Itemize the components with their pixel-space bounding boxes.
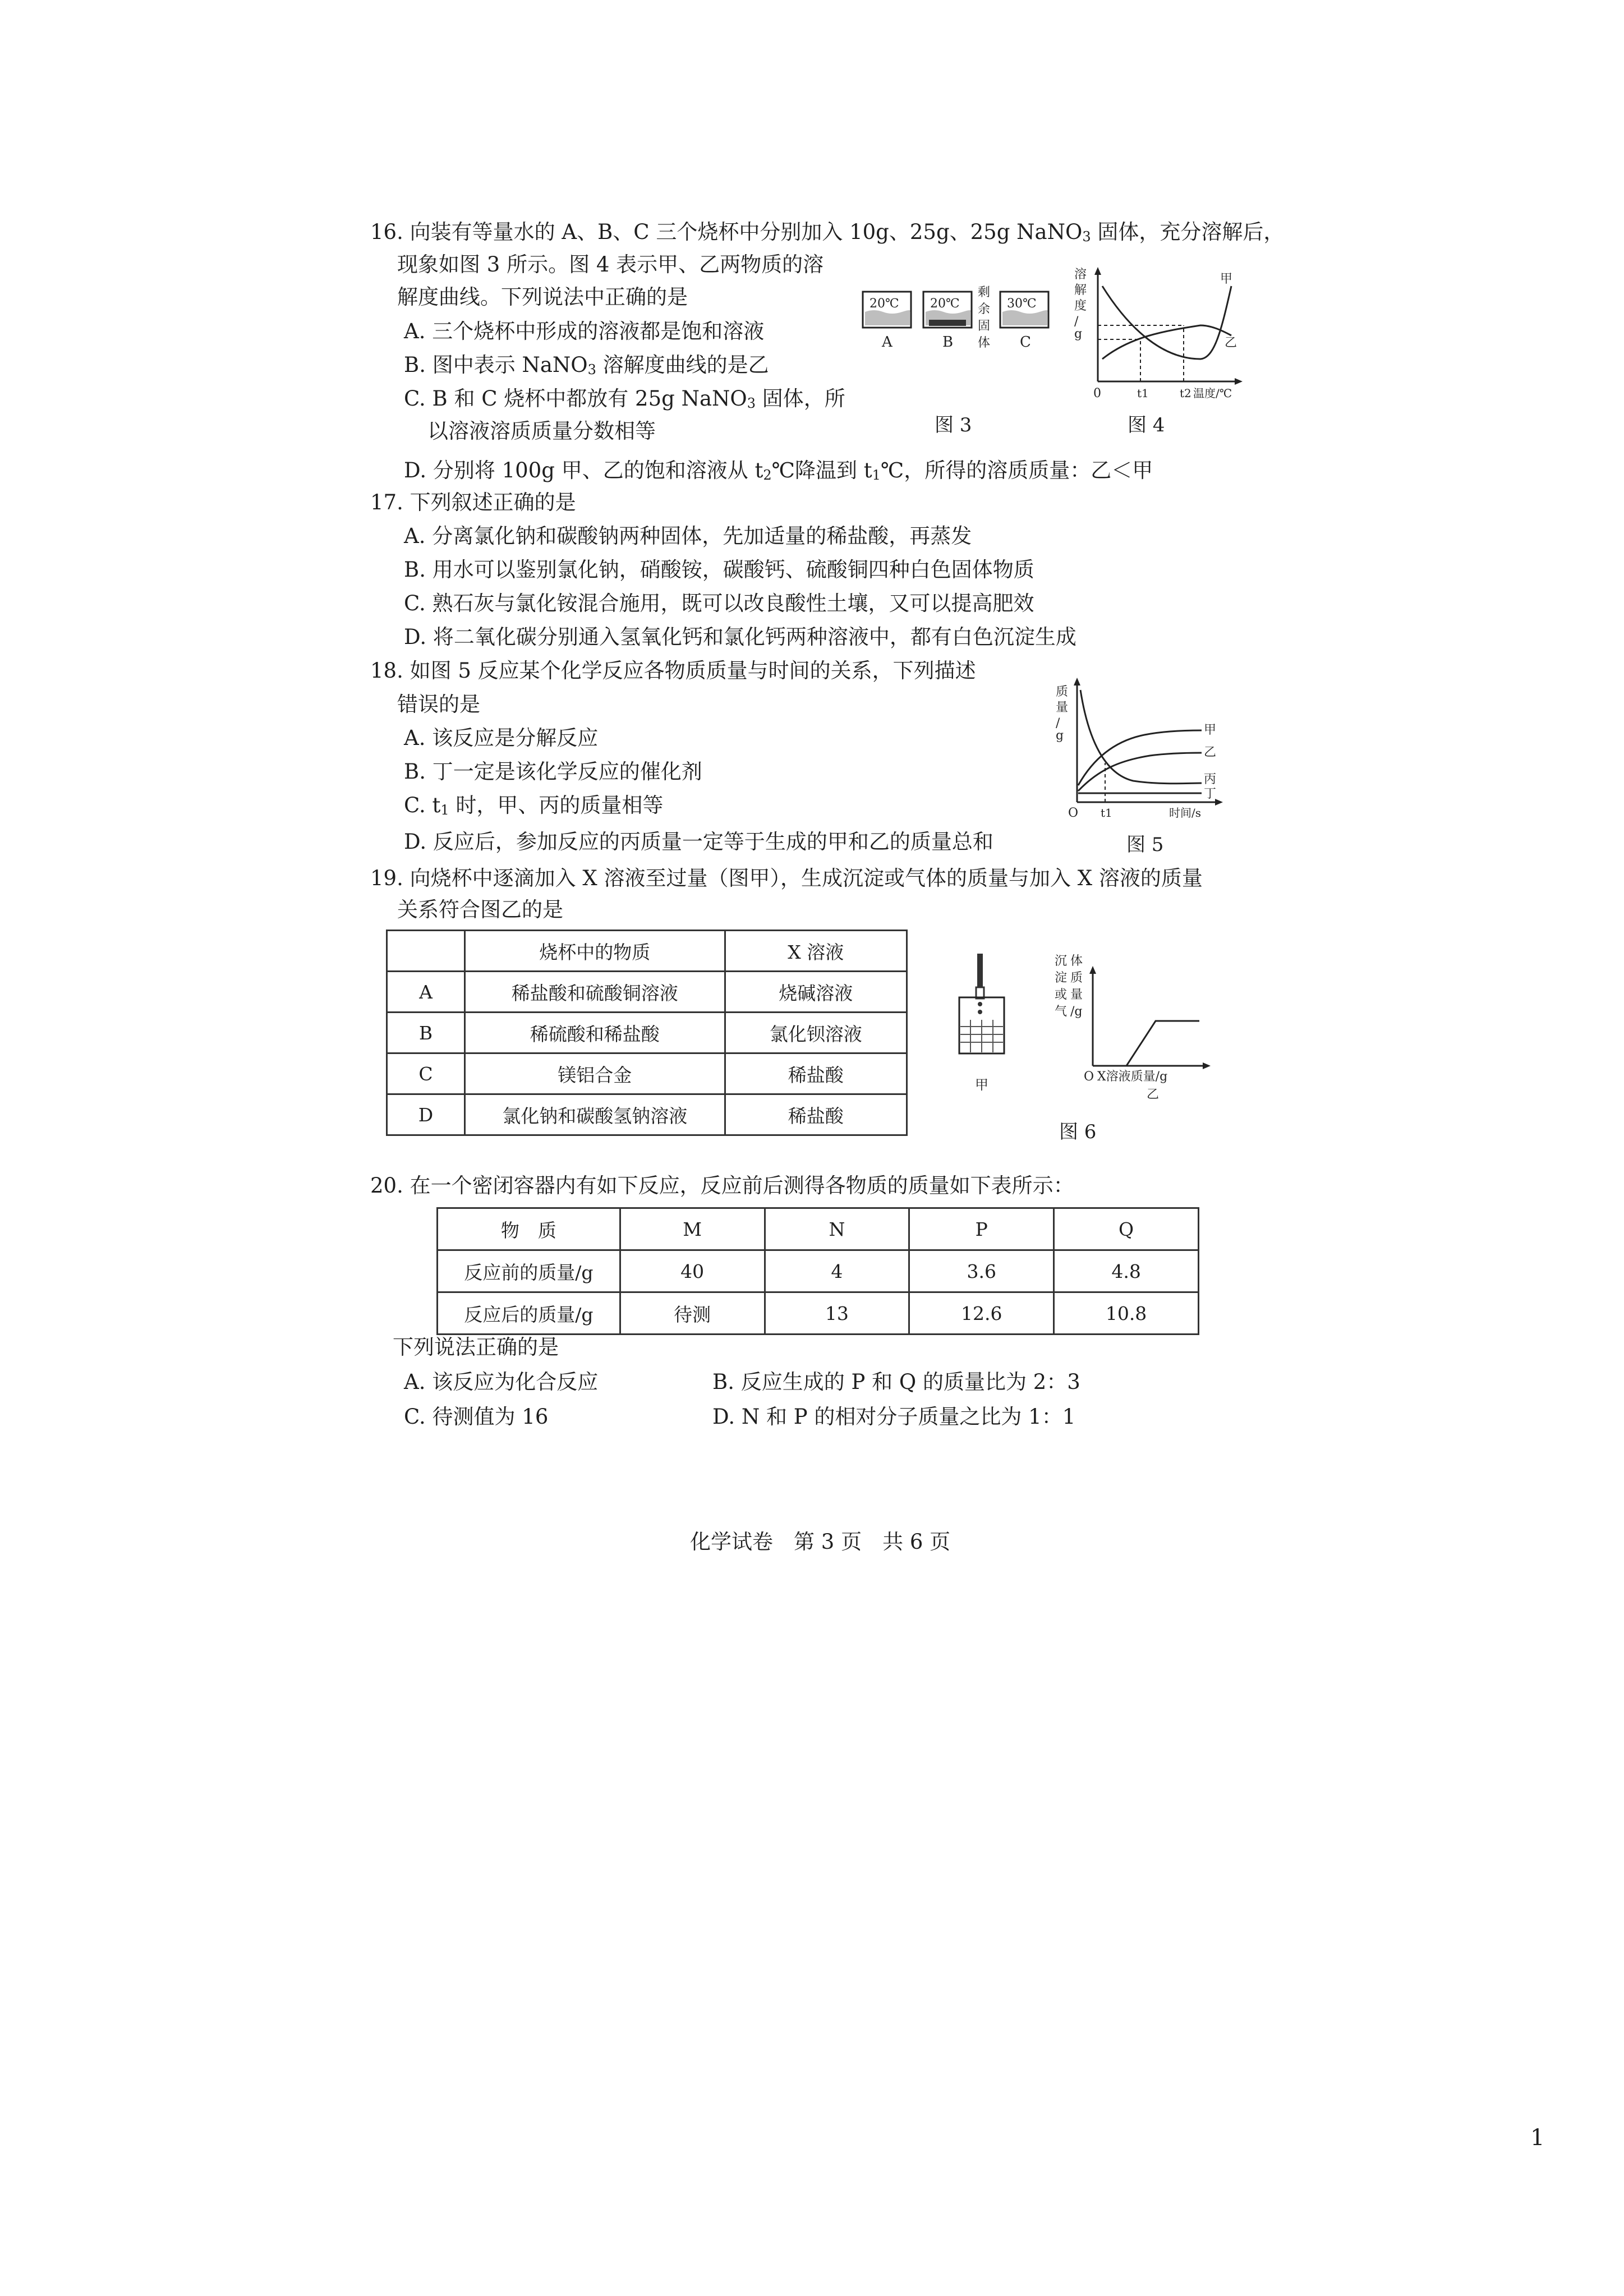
beaker-a-label: A: [882, 334, 892, 351]
svg-text:/g: /g: [1070, 1005, 1083, 1019]
fig4-tick-t1: t1: [1137, 386, 1149, 400]
beaker-b: [923, 292, 972, 351]
table-row: [387, 1013, 907, 1053]
table-cell: 12.6: [909, 1292, 1054, 1335]
page-number: 1: [1530, 2125, 1545, 2151]
q16-option-c-line2: 以溶液溶质质量分数相等: [427, 419, 656, 443]
table-row: [438, 1292, 1199, 1335]
table-header-cell: 物 质: [438, 1208, 620, 1250]
fig6-label-jia: 甲: [975, 1077, 988, 1093]
fig6-curve: [1093, 1021, 1199, 1066]
svg-text:溶: 溶: [1074, 268, 1087, 282]
table-header-cell: [387, 931, 465, 972]
fig5-tick-t1: t1: [1101, 806, 1112, 819]
beaker-c: [1000, 292, 1048, 351]
q18-option-b: B. 丁一定是该化学反应的催化剂: [404, 760, 702, 784]
q20-table-header: [438, 1208, 1199, 1250]
svg-text:体: 体: [1070, 954, 1083, 968]
beaker-c-temp: 30℃: [1007, 297, 1037, 311]
table-cell: 稀盐酸: [725, 1094, 907, 1135]
q16-option-a: A. 三个烧杯中形成的溶液都是饱和溶液: [404, 319, 765, 343]
q16-stem-line1: 16. 向装有等量水的 A、B、C 三个烧杯中分别加入 10g、25g、25g NaNO3 固体，充分溶解后，: [370, 220, 1285, 245]
fig4-origin: 0: [1093, 386, 1101, 401]
table-cell: 稀盐酸和硫酸铜溶液: [465, 972, 725, 1013]
svg-text:g: g: [1074, 327, 1083, 341]
figure-6-dropper-beaker: [954, 948, 1027, 1107]
fig5-label-bing: 丙: [1204, 772, 1217, 786]
q20-table: [436, 1207, 1199, 1335]
q16-stem-line3: 解度曲线。下列说法中正确的是: [397, 285, 688, 309]
fig5-xlabel: 时间/s: [1169, 806, 1202, 819]
beaker-a: [863, 292, 911, 351]
q16-option-b: B. 图中表示 NaNO3 溶解度曲线的是乙: [404, 353, 769, 378]
table-header-cell: X 溶液: [725, 931, 907, 972]
svg-text:体: 体: [978, 336, 991, 350]
fig6-label-yi: 乙: [1147, 1088, 1160, 1102]
q18-option-a: A. 该反应是分解反应: [404, 726, 599, 750]
q18-option-c: C. t1 时，甲、丙的质量相等: [404, 793, 664, 818]
q17-option-b: B. 用水可以鉴别氯化钠，硝酸铵，碳酸钙、硫酸铜四种白色固体物质: [404, 558, 1034, 582]
q19-stem-line2: 关系符合图乙的是: [397, 898, 563, 922]
svg-text:淀: 淀: [1055, 971, 1068, 985]
q20-option-a: A. 该反应为化合反应: [404, 1370, 599, 1394]
svg-text:量: 量: [1056, 701, 1069, 715]
figure-5-mass-time-chart: [1049, 673, 1234, 821]
fig5-origin: O: [1068, 806, 1079, 819]
fig5-label-ding: 丁: [1204, 787, 1217, 801]
table-cell: C: [387, 1053, 465, 1094]
fig5-curve-bing: [1080, 690, 1202, 784]
q16-option-c-line1: C. B 和 C 烧杯中都放有 25g NaNO3 固体，所: [404, 386, 845, 411]
table-cell: 13: [765, 1292, 909, 1335]
table-cell: 反应后的质量/g: [438, 1292, 620, 1335]
q20-option-b: B. 反应生成的 P 和 Q 的质量比为 2：3: [712, 1370, 1080, 1394]
q16-option-d: D. 分别将 100g 甲、乙的饱和溶液从 t2℃降温到 t1℃，所得的溶质质量：乙＜甲: [404, 458, 1153, 483]
table-cell: 反应前的质量/g: [438, 1250, 620, 1292]
table-cell: 稀硫酸和稀盐酸: [465, 1013, 725, 1053]
table-cell: 烧碱溶液: [725, 972, 907, 1013]
svg-text:质: 质: [1056, 685, 1069, 699]
table-cell: 3.6: [909, 1250, 1054, 1292]
svg-text:气: 气: [1055, 1005, 1068, 1019]
table-cell: 4: [765, 1250, 909, 1292]
q18-stem-line1: 18. 如图 5 反应某个化学反应各物质质量与时间的关系，下列描述: [370, 659, 976, 683]
svg-text:或: 或: [1055, 988, 1068, 1002]
svg-text:度: 度: [1074, 299, 1087, 313]
table-header-cell: M: [620, 1208, 765, 1250]
beaker-c-label: C: [1020, 334, 1031, 351]
q17-option-d: D. 将二氧化碳分别通入氢氧化钙和氯化钙两种溶液中，都有白色沉淀生成: [404, 625, 1076, 649]
q17-option-c: C. 熟石灰与氯化铵混合施用，既可以改良酸性土壤，又可以提高肥效: [404, 591, 1034, 615]
svg-text:固: 固: [978, 319, 991, 333]
table-cell: D: [387, 1094, 465, 1135]
table-header-cell: N: [765, 1208, 909, 1250]
page-footer: 化学试卷 第 3 页 共 6 页: [690, 1530, 951, 1554]
fig4-curve-jia: [1102, 286, 1231, 359]
fig5-label-jia: 甲: [1204, 723, 1217, 737]
table-cell: A: [387, 972, 465, 1013]
figure-6-graph: [1048, 948, 1233, 1107]
q19-stem-line1: 19. 向烧杯中逐滴加入 X 溶液至过量（图甲），生成沉淀或气体的质量与加入 X 溶液的质量: [370, 866, 1203, 890]
q20-option-d: D. N 和 P 的相对分子质量之比为 1：1: [712, 1405, 1076, 1429]
table-header-cell: P: [909, 1208, 1054, 1250]
beaker-b-temp: 20℃: [930, 297, 960, 311]
table-cell: 氯化钠和碳酸氢钠溶液: [465, 1094, 725, 1135]
q17-option-a: A. 分离氯化钠和碳酸钠两种固体，先加适量的稀盐酸，再蒸发: [404, 524, 972, 548]
table-cell: 待测: [620, 1292, 765, 1335]
svg-text:量: 量: [1070, 988, 1083, 1002]
table-row: [387, 972, 907, 1013]
fig5-curve-yi: [1078, 753, 1202, 791]
table-row: [387, 1053, 907, 1094]
q19-table: [386, 930, 908, 1136]
svg-text:余: 余: [978, 302, 991, 316]
fig4-label-yi: 乙: [1225, 336, 1237, 350]
svg-text:g: g: [1056, 729, 1064, 743]
fig4-label-jia: 甲: [1220, 272, 1233, 286]
svg-text:沉: 沉: [1055, 954, 1068, 968]
fig4-xlabel: 温度/℃: [1193, 386, 1232, 400]
q17-stem: 17. 下列叙述正确的是: [370, 490, 576, 514]
table-cell: 10.8: [1054, 1292, 1199, 1335]
fig4-curve-yi: [1102, 325, 1231, 359]
table-cell: 镁铝合金: [465, 1053, 725, 1094]
table-cell: 4.8: [1054, 1250, 1199, 1292]
table-header-cell: 烧杯中的物质: [465, 931, 725, 972]
q20-lead: 下列说法正确的是: [393, 1335, 559, 1359]
q20-option-c: C. 待测值为 16: [404, 1405, 549, 1429]
figure-3-caption: 图 3: [935, 414, 972, 436]
beaker-b-label: B: [942, 334, 954, 351]
svg-text:/: /: [1056, 716, 1060, 730]
fig4-tick-t2: t2: [1180, 386, 1191, 400]
svg-text:剩: 剩: [978, 286, 991, 300]
svg-text:解: 解: [1074, 283, 1087, 297]
beaker-a-temp: 20℃: [869, 297, 899, 311]
q18-stem-line2: 错误的是: [397, 692, 480, 716]
table-cell: 稀盐酸: [725, 1053, 907, 1094]
q19-table-header: [387, 931, 907, 972]
q18-option-d: D. 反应后，参加反应的丙质量一定等于生成的甲和乙的质量总和: [404, 830, 993, 854]
fig6-origin: O: [1084, 1070, 1094, 1084]
q16-stem-line2: 现象如图 3 所示。图 4 表示甲、乙两物质的溶: [397, 252, 824, 277]
svg-text:质: 质: [1070, 971, 1083, 985]
fig6-xlabel: X溶液质量/g: [1097, 1070, 1168, 1084]
table-header-cell: Q: [1054, 1208, 1199, 1250]
figure-4-caption: 图 4: [1128, 414, 1165, 436]
residue-label: [978, 286, 990, 350]
figure-4-solubility-chart: [1069, 264, 1254, 406]
svg-text:/: /: [1074, 315, 1079, 329]
table-cell: 氯化钡溶液: [725, 1013, 907, 1053]
figure-5-caption: 图 5: [1126, 834, 1164, 856]
table-row: [387, 1094, 907, 1135]
table-row: [438, 1250, 1199, 1292]
figure-3-beakers: [857, 280, 1070, 372]
q20-stem: 20. 在一个密闭容器内有如下反应，反应前后测得各物质的质量如下表所示：: [370, 1174, 1074, 1198]
figure-6-caption: 图 6: [1059, 1121, 1097, 1143]
table-cell: B: [387, 1013, 465, 1053]
fig5-label-yi: 乙: [1204, 746, 1217, 760]
table-cell: 40: [620, 1250, 765, 1292]
